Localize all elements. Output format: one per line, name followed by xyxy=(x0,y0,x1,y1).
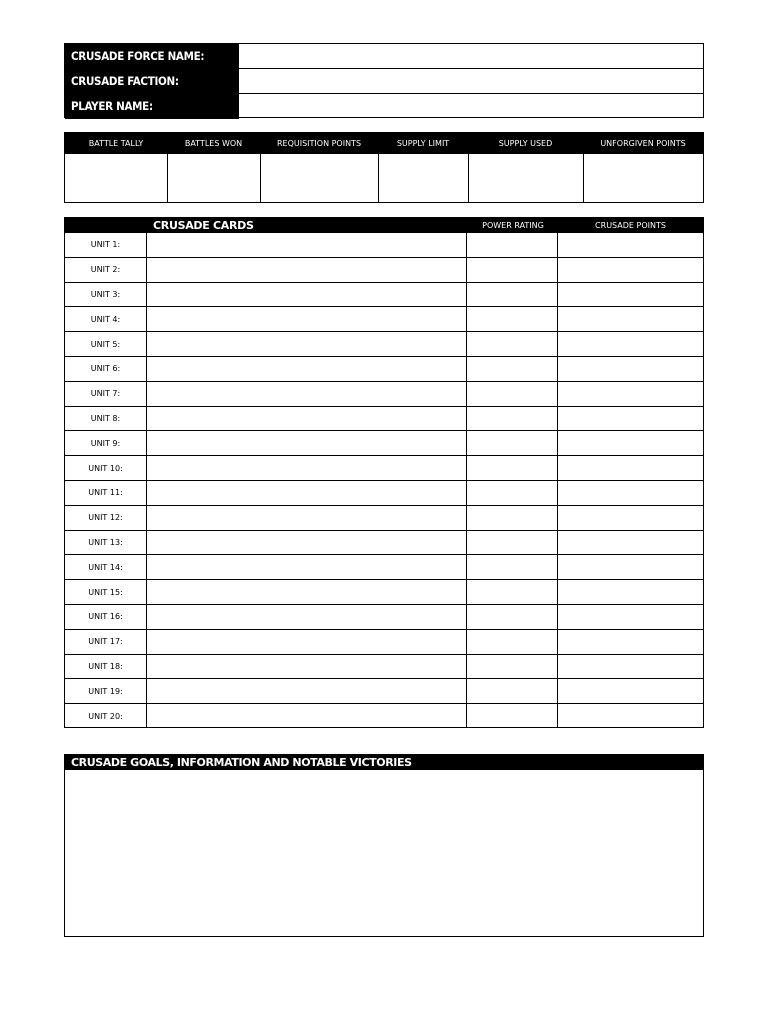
unit-row[interactable] xyxy=(65,332,703,357)
unit-row[interactable] xyxy=(65,605,703,630)
player-name-field[interactable] xyxy=(239,94,703,119)
stats-divider xyxy=(468,154,469,202)
unit-row[interactable] xyxy=(65,555,703,580)
unit-row[interactable] xyxy=(65,481,703,506)
unit-row[interactable] xyxy=(65,456,703,481)
unit-label: UNIT 13: xyxy=(88,537,123,547)
unit-label: UNIT 12: xyxy=(88,513,123,523)
crusade-points-header: CRUSADE POINTS xyxy=(595,221,666,230)
unit-label: UNIT 3: xyxy=(90,289,121,299)
unit-row[interactable] xyxy=(65,283,703,308)
unit-label: UNIT 5: xyxy=(90,339,121,349)
stats-divider xyxy=(583,154,584,202)
unit-label: UNIT 7: xyxy=(90,389,121,399)
unit-row[interactable] xyxy=(65,655,703,680)
unit-row[interactable] xyxy=(65,431,703,456)
supply-used-header: SUPPLY USED xyxy=(498,139,553,148)
battle-tally-header: BATTLE TALLY xyxy=(88,139,144,148)
unforgiven-points-header: UNFORGIVEN POINTS xyxy=(600,139,686,148)
requisition-points-header: REQUISITION POINTS xyxy=(276,139,362,148)
unit-row[interactable] xyxy=(65,382,703,407)
unit-row[interactable] xyxy=(65,704,703,729)
faction-field[interactable] xyxy=(239,69,703,94)
player-name-label: PLAYER NAME: xyxy=(65,94,239,119)
unit-label: UNIT 6: xyxy=(90,364,121,374)
unit-label: UNIT 17: xyxy=(88,637,123,647)
stats-divider xyxy=(260,154,261,202)
unit-row[interactable] xyxy=(65,407,703,432)
unit-row[interactable] xyxy=(65,679,703,704)
unit-label: UNIT 18: xyxy=(88,661,123,671)
crusade-header xyxy=(64,43,704,118)
crusade-cards-table xyxy=(64,217,704,728)
unit-label: UNIT 1: xyxy=(90,240,121,250)
force-name-field[interactable] xyxy=(239,44,703,69)
goals-notes-area[interactable] xyxy=(65,770,703,936)
unit-row[interactable] xyxy=(65,580,703,605)
stats-divider xyxy=(378,154,379,202)
unit-label: UNIT 19: xyxy=(88,686,123,696)
stats-divider xyxy=(167,154,168,202)
unit-label: UNIT 2: xyxy=(90,265,121,275)
unit-label: UNIT 8: xyxy=(90,413,121,423)
unit-label: UNIT 4: xyxy=(90,314,121,324)
unit-label: UNIT 9: xyxy=(90,438,121,448)
unit-row[interactable] xyxy=(65,531,703,556)
battles-won-header: BATTLES WON xyxy=(184,139,243,148)
power-rating-header: POWER RATING xyxy=(482,221,544,230)
unit-row[interactable] xyxy=(65,233,703,258)
unit-row[interactable] xyxy=(65,630,703,655)
unit-label: UNIT 11: xyxy=(88,488,123,498)
unit-label: UNIT 14: xyxy=(88,562,123,572)
unit-row[interactable] xyxy=(65,258,703,283)
unit-label: UNIT 16: xyxy=(88,612,123,622)
faction-label: CRUSADE FACTION: xyxy=(65,69,239,94)
unit-row[interactable] xyxy=(65,506,703,531)
unit-row[interactable] xyxy=(65,357,703,382)
goals-title: CRUSADE GOALS, INFORMATION AND NOTABLE VICTORIES xyxy=(65,755,703,770)
unit-row[interactable] xyxy=(65,307,703,332)
stats-table xyxy=(64,132,704,203)
crusade-goals-section xyxy=(64,754,704,937)
unit-label: UNIT 10: xyxy=(88,463,123,473)
force-name-label: CRUSADE FORCE NAME: xyxy=(65,44,239,69)
supply-limit-header: SUPPLY LIMIT xyxy=(396,139,450,148)
unit-label: UNIT 15: xyxy=(88,587,123,597)
unit-label: UNIT 20: xyxy=(88,712,123,722)
cards-title: CRUSADE CARDS xyxy=(153,219,254,232)
